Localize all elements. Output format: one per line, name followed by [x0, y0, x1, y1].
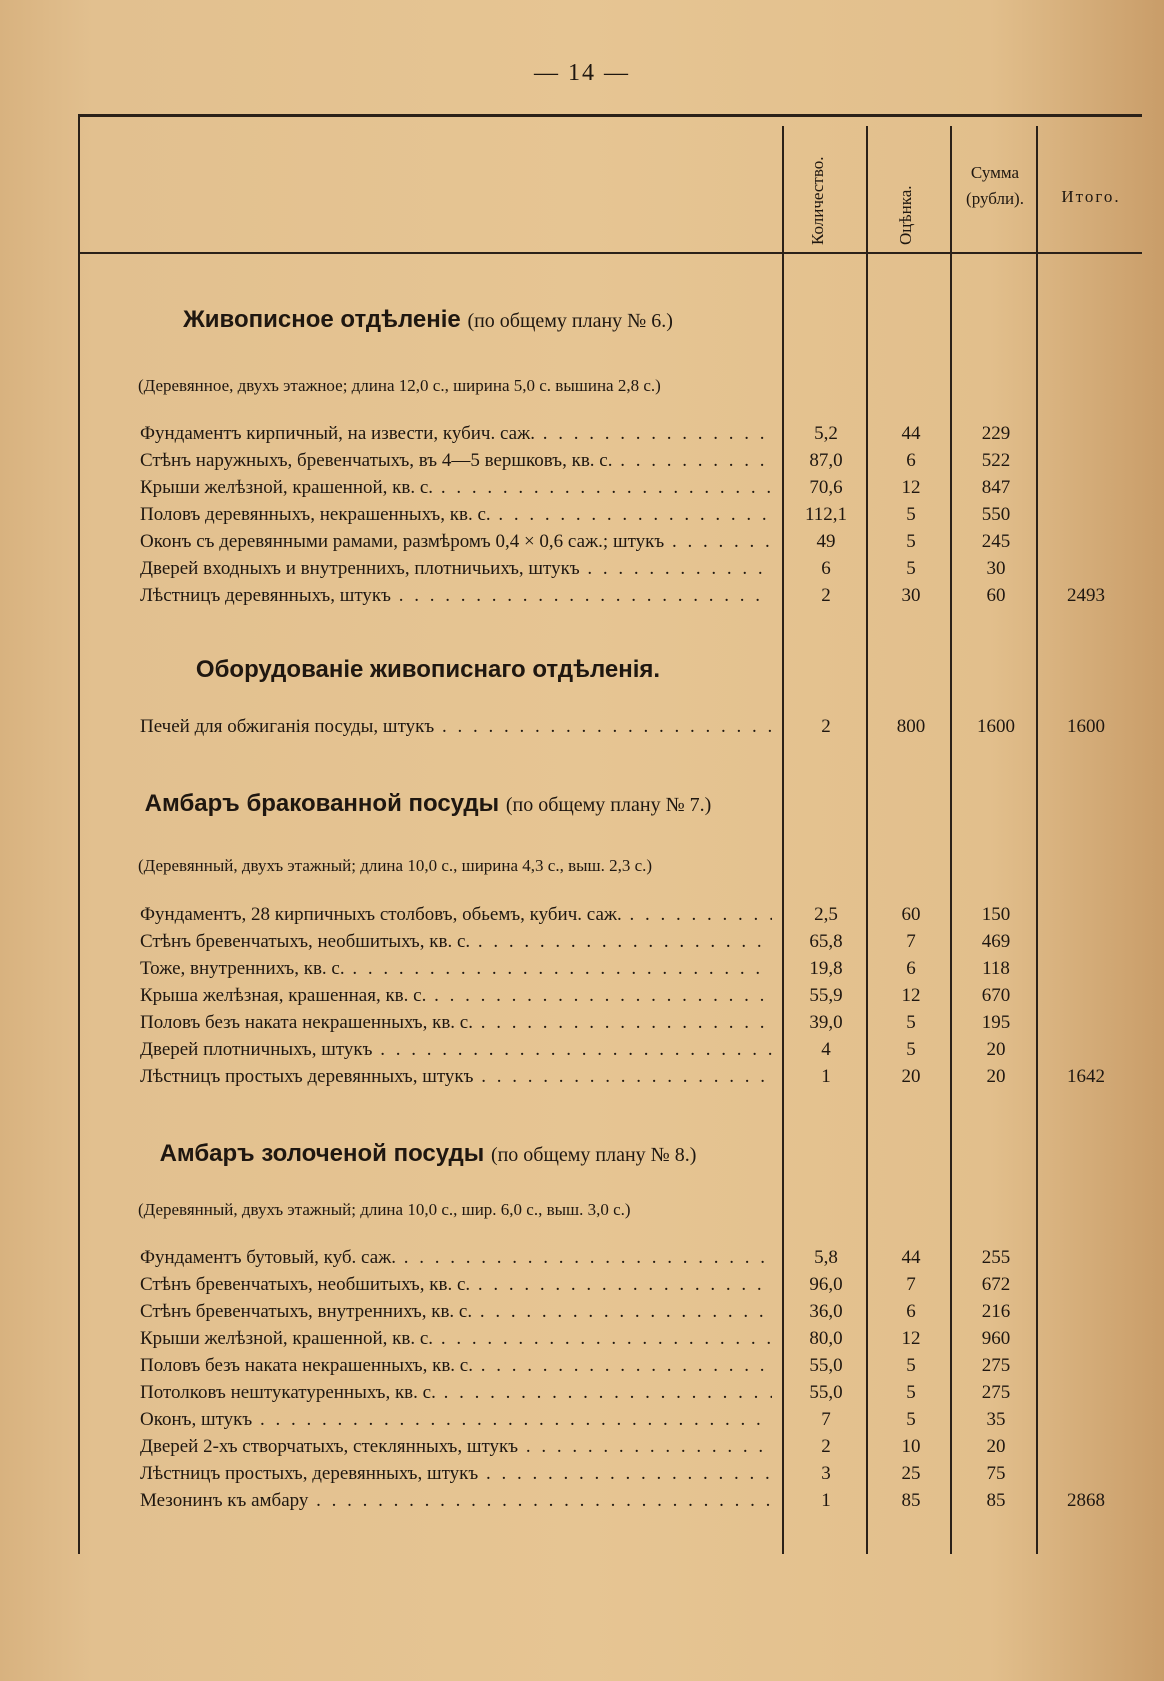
row-qty: 55,0 [809, 1382, 843, 1403]
header-quantity: Количество. [808, 156, 827, 245]
row-label: Дверей входныхъ и внутреннихъ, плотничьихъ, штукъ . . . [140, 555, 772, 582]
row-label: Стѣнъ бревенчатыхъ, внутреннихъ, кв. с. . . . [140, 1298, 772, 1325]
row-sum: 275 [981, 1355, 1011, 1376]
section-title-text: Амбаръ бракованной посуды [144, 790, 500, 817]
row-est: 6 [906, 1301, 916, 1322]
row-est: 5 [906, 1355, 916, 1376]
row-qty: 2,5 [814, 904, 838, 925]
table-top-rule [78, 114, 1142, 117]
row-est: 800 [896, 716, 926, 737]
row-sum: 670 [981, 985, 1011, 1006]
section-title-text: Амбаръ золоченой посуды [159, 1140, 485, 1167]
header-estimate: Оцѣнка. [896, 185, 915, 245]
row-qty: 4 [821, 1039, 831, 1060]
row-qty: 70,6 [809, 477, 843, 498]
row-qty: 19,8 [809, 958, 843, 979]
row-sum: 35 [986, 1409, 1006, 1430]
row-label: Дверей плотничныхъ, штукъ . . . [140, 1036, 772, 1063]
page-number: — 14 — [534, 60, 630, 86]
row-label: Мезонинъ къ амбару . . . [140, 1487, 772, 1514]
header-sum: Сумма (рубли). [966, 163, 1024, 208]
row-sum: 75 [986, 1463, 1006, 1484]
section-subtitle: (по общему плану № 6.) [467, 310, 673, 332]
row-qty: 49 [816, 531, 836, 552]
row-sum: 275 [981, 1382, 1011, 1403]
row-est: 5 [906, 1012, 916, 1033]
row-sum: 60 [986, 585, 1006, 606]
row-est: 7 [906, 1274, 916, 1295]
row-label: Лѣстницъ деревянныхъ, штукъ . . . [140, 582, 772, 609]
section-subtitle: (по общему плану № 7.) [505, 794, 712, 816]
row-est: 20 [901, 1066, 921, 1087]
row-label: Фундаментъ, 28 кирпичныхъ столбовъ, обьемъ, кубич. саж. . . . [140, 901, 772, 928]
row-label: Лѣстницъ простыхъ, деревянныхъ, штукъ . . . [140, 1460, 772, 1487]
row-qty: 5,8 [814, 1247, 838, 1268]
row-sum: 229 [981, 423, 1011, 444]
row-label: Половъ деревянныхъ, некрашенныхъ, кв. с. . . . [140, 501, 772, 528]
row-label: Лѣстницъ простыхъ деревянныхъ, штукъ . . . [140, 1063, 772, 1090]
row-est: 25 [901, 1463, 921, 1484]
row-sum: 195 [981, 1012, 1011, 1033]
row-label: Дверей 2-хъ створчатыхъ, стеклянныхъ, штукъ . . . [140, 1433, 772, 1460]
row-qty: 65,8 [809, 931, 843, 952]
row-sum: 672 [981, 1274, 1011, 1295]
row-sum: 85 [986, 1490, 1006, 1511]
row-sum: 847 [981, 477, 1011, 498]
row-label: Тоже, внутреннихъ, кв. с. . . . [140, 955, 772, 982]
row-sum: 1600 [977, 716, 1015, 737]
row-label: Потолковъ нештукатуренныхъ, кв. с. . . . [140, 1379, 772, 1406]
row-label: Фундаментъ кирпичный, на извести, кубич. саж. . . . [140, 420, 772, 447]
row-label: Половъ безъ наката некрашенныхъ, кв. с. . . . [140, 1352, 772, 1379]
row-qty: 7 [821, 1409, 831, 1430]
row-label: Крыши желѣзной, крашенной, кв. с. . . . [140, 1325, 772, 1352]
row-est: 12 [901, 477, 921, 498]
row-qty: 1 [821, 1490, 831, 1511]
section-title [78, 1140, 778, 1168]
row-label: Фундаментъ бутовый, куб. саж. . . . [140, 1244, 772, 1271]
row-est: 5 [906, 1409, 916, 1430]
row-label: Печей для обжиганія посуды, штукъ . . . [140, 713, 772, 740]
row-est: 44 [901, 1247, 921, 1268]
row-label: Крыша желѣзная, крашенная, кв. с. . . . [140, 982, 772, 1009]
header-total: Итого. [1061, 187, 1121, 206]
section-note: (Деревянный, двухъ этажный; длина 10,0 с., шир. 6,0 с., выш. 3,0 с.) [138, 1200, 631, 1219]
section-title-text: Оборудованіе живописнаго отдѣленія. [195, 656, 661, 683]
row-sum: 245 [981, 531, 1011, 552]
row-total: 2493 [1067, 585, 1105, 606]
section-note: (Деревянное, двухъ этажное; длина 12,0 с., ширина 5,0 с. вышина 2,8 с.) [138, 376, 661, 395]
row-sum: 30 [986, 558, 1006, 579]
row-sum: 20 [986, 1039, 1006, 1060]
row-label: Стѣнъ бревенчатыхъ, необшитыхъ, кв. с. . . . [140, 928, 772, 955]
row-sum: 255 [981, 1247, 1011, 1268]
row-qty: 55,9 [809, 985, 843, 1006]
section-note: (Деревянный, двухъ этажный; длина 10,0 с., ширина 4,3 с., выш. 2,3 с.) [138, 856, 653, 875]
row-qty: 36,0 [809, 1301, 843, 1322]
row-sum: 522 [981, 450, 1011, 471]
col-rule-2 [866, 126, 868, 1554]
section-subtitle: (по общему плану № 8.) [490, 1144, 697, 1166]
row-label: Крыши желѣзной, крашенной, кв. с. . . . [140, 474, 772, 501]
row-qty: 6 [821, 558, 831, 579]
row-est: 5 [906, 558, 916, 579]
row-label: Оконъ съ деревянными рамами, размѣромъ 0,4 × 0,6 саж.; штукъ . . . [140, 528, 772, 555]
row-qty: 80,0 [809, 1328, 843, 1349]
row-qty: 2 [821, 716, 831, 737]
row-sum: 118 [982, 958, 1010, 979]
row-label: Оконъ, штукъ . . . [140, 1406, 772, 1433]
row-est: 5 [906, 504, 916, 525]
row-est: 7 [906, 931, 916, 952]
row-qty: 5,2 [814, 423, 838, 444]
row-qty: 112,1 [804, 504, 848, 525]
row-sum: 550 [981, 504, 1011, 525]
row-label: Стѣнъ бревенчатыхъ, необшитыхъ, кв. с. . . . [140, 1271, 772, 1298]
row-est: 44 [901, 423, 921, 444]
col-rule-1 [782, 126, 784, 1554]
row-sum: 469 [981, 931, 1011, 952]
row-qty: 3 [821, 1463, 831, 1484]
row-qty: 2 [821, 1436, 831, 1457]
row-label: Половъ безъ наката некрашенныхъ, кв. с. . . . [140, 1009, 772, 1036]
row-sum: 960 [981, 1328, 1011, 1349]
row-est: 10 [901, 1436, 921, 1457]
section-title [78, 656, 778, 684]
row-sum: 20 [986, 1436, 1006, 1457]
row-est: 12 [901, 985, 921, 1006]
row-est: 60 [901, 904, 921, 925]
row-qty: 55,0 [809, 1355, 843, 1376]
section-title [78, 790, 778, 818]
row-qty: 39,0 [809, 1012, 843, 1033]
col-rule-4 [1036, 126, 1038, 1554]
row-est: 6 [906, 450, 916, 471]
row-label: Стѣнъ наружныхъ, бревенчатыхъ, въ 4—5 вершковъ, кв. с. . . . [140, 447, 772, 474]
section-title-text: Живописное отдѣленіе [183, 306, 461, 333]
row-est: 85 [901, 1490, 921, 1511]
row-total: 1642 [1067, 1066, 1105, 1087]
section-title [78, 306, 778, 334]
row-qty: 96,0 [809, 1274, 843, 1295]
row-sum: 150 [981, 904, 1011, 925]
row-est: 5 [906, 531, 916, 552]
row-est: 5 [906, 1382, 916, 1403]
row-est: 30 [901, 585, 921, 606]
row-total: 1600 [1067, 716, 1105, 737]
row-total: 2868 [1067, 1490, 1105, 1511]
row-qty: 1 [821, 1066, 831, 1087]
row-qty: 2 [821, 585, 831, 606]
row-est: 6 [906, 958, 916, 979]
row-qty: 87,0 [809, 450, 843, 471]
row-est: 5 [906, 1039, 916, 1060]
header-bottom-rule [78, 252, 1142, 254]
row-est: 12 [901, 1328, 921, 1349]
row-sum: 20 [986, 1066, 1006, 1087]
row-sum: 216 [981, 1301, 1011, 1322]
